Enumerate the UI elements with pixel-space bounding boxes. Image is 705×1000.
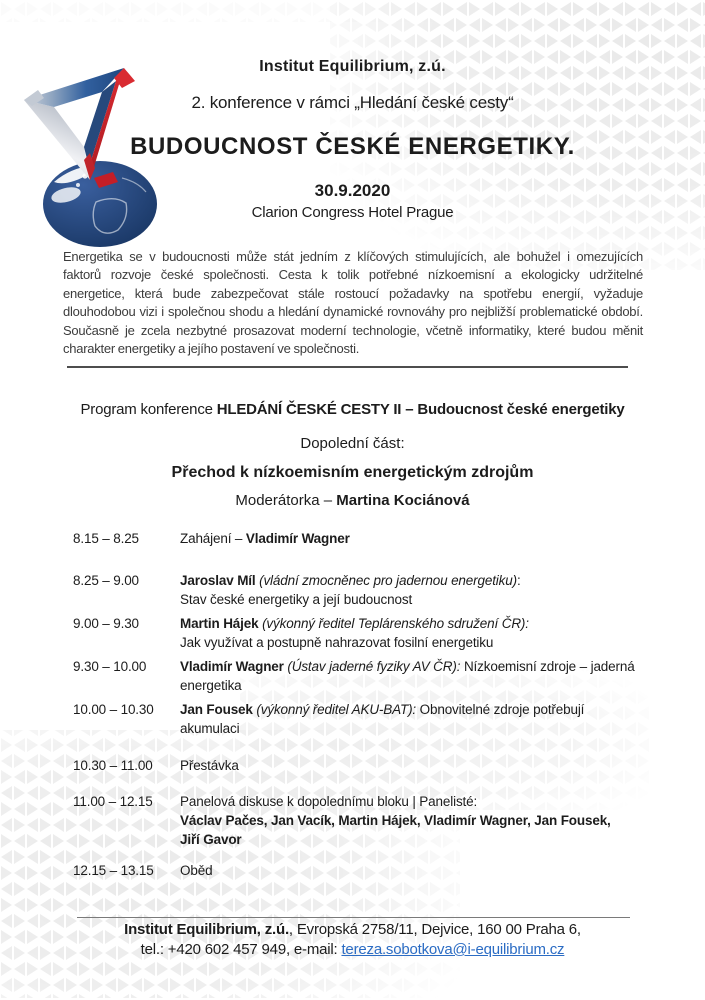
schedule (73, 529, 690, 880)
schedule-text: energetika (180, 678, 242, 694)
footer (0, 920, 705, 959)
program-section-label: Dopolední část: (300, 435, 405, 453)
schedule-text: (výkonný ředitel AKU-BAT): (252, 702, 417, 718)
schedule-text: Václav Pačes, Jan Vacík, Martin Hájek, Vladimír Wagner, Jan Fousek, (180, 813, 611, 829)
schedule-text: Panelová diskuse k dopolednímu bloku | Panelisté: (180, 794, 478, 810)
intro-line: charakter energetiky a jejího postavení ve společnosti. (63, 341, 360, 357)
program-heading-title: HLEDÁNÍ ČESKÉ CESTY II – Budoucnost české energetiky (216, 401, 625, 419)
schedule-text: : (516, 573, 521, 589)
schedule-text: Přestávka (180, 758, 239, 774)
schedule-row (73, 756, 690, 775)
schedule-text: (výkonný ředitel Teplárenského sdružení ČR): (258, 616, 529, 632)
page-title: BUDOUCNOST ČESKÉ ENERGETIKY. (130, 133, 575, 160)
program-heading (0, 401, 705, 418)
schedule-time: 9.00 – 9.30 (73, 616, 139, 632)
intro-paragraph (63, 248, 643, 358)
schedule-time: 11.00 – 12.15 (73, 794, 153, 810)
schedule-time: 10.00 – 10.30 (73, 702, 154, 718)
schedule-text: Oběd (180, 863, 213, 879)
schedule-description (180, 792, 690, 849)
conference-date: 30.9.2020 (314, 181, 391, 200)
moderator-line (0, 492, 705, 509)
schedule-text: akumulaci (180, 721, 240, 737)
intro-line: Energetika se v budoucnosti může stát jedním z klíčových stimulujících, ale bohužel i omezujících (63, 249, 643, 264)
schedule-description (180, 529, 690, 548)
intro-line: Současně je zcela nezbytné prosazovat moderní technologie, včetně informatiky, které budou měnit (63, 322, 643, 338)
section-divider (67, 366, 628, 368)
schedule-text: (Ústav jaderné fyziky AV ČR): (283, 659, 461, 675)
schedule-time: 8.25 – 9.00 (73, 573, 139, 589)
schedule-description (180, 614, 690, 652)
schedule-text: Stav české energetiky a její budoucnost (180, 592, 413, 608)
schedule-description (180, 756, 690, 775)
schedule-text: Vladimír Wagner (245, 531, 350, 547)
footer-address: , Evropská 2758/11, Dejvice, 160 00 Praha 6, (288, 921, 581, 939)
schedule-description (180, 700, 690, 738)
footer-phone: tel.: +420 602 457 949, e-mail: (140, 940, 342, 958)
session-title: Přechod k nízkoemisním energetickým zdrojům (171, 464, 534, 482)
schedule-row (73, 657, 690, 695)
schedule-row (73, 700, 690, 738)
intro-line: dlouhodobou vizi i společnou shodu a hledání dynamické rovnováhy pro nejbližší problematické období. (63, 304, 643, 320)
schedule-text: Martin Hájek (180, 616, 259, 632)
email-link[interactable]: tereza.sobotkova@i-equilibrium.cz (341, 940, 565, 958)
schedule-text: Jan Fousek (180, 702, 253, 718)
schedule-time: 12.15 – 13.15 (73, 863, 154, 879)
conference-subtitle: 2. konference v rámci „Hledání české cesty“ (191, 93, 514, 112)
schedule-description (180, 571, 690, 609)
schedule-text: Nízkoemisní zdroje – jaderná (460, 659, 635, 675)
schedule-row (73, 529, 690, 548)
schedule-text: (vládní zmocněnec pro jadernou energetiku) (255, 573, 517, 589)
footer-address-line (0, 920, 705, 940)
schedule-description (180, 861, 690, 880)
schedule-row (73, 861, 690, 880)
program-heading-prefix: Program konference (80, 401, 217, 419)
moderator-name: Martina Kociánová (336, 492, 470, 510)
schedule-time: 8.15 – 8.25 (73, 531, 139, 547)
conference-venue: Clarion Congress Hotel Prague (251, 204, 454, 221)
schedule-text: Vladimír Wagner (180, 659, 284, 675)
footer-divider (77, 917, 630, 918)
schedule-row (73, 614, 690, 652)
schedule-description (180, 657, 690, 695)
schedule-text: Jaroslav Míl (180, 573, 256, 589)
footer-org-name: Institut Equilibrium, z.ú. (124, 921, 289, 939)
schedule-time: 9.30 – 10.00 (73, 659, 147, 675)
organization-name: Institut Equilibrium, z.ú. (259, 58, 446, 75)
intro-line: faktorů rozvoje české společnosti. Cesta k tolik potřebné nízkoemisní a ekologicky udržitelné (63, 267, 643, 283)
schedule-row (73, 792, 690, 849)
schedule-text: Jak využívat a postupně nahrazovat fosilní energetiku (180, 635, 494, 651)
moderator-prefix: Moderátorka – (235, 492, 337, 510)
schedule-text: Obnovitelné zdroje potřebují (416, 702, 585, 718)
schedule-text: Zahájení – (180, 531, 246, 547)
schedule-row (73, 571, 690, 609)
intro-line: energetice, která bude zabezpečovat stále rostoucí požadavky na spotřebu energií, vyžaduje (63, 285, 643, 301)
schedule-time: 10.30 – 11.00 (73, 758, 153, 774)
schedule-text: Jiří Gavor (180, 832, 242, 848)
footer-contact-line (0, 940, 705, 960)
